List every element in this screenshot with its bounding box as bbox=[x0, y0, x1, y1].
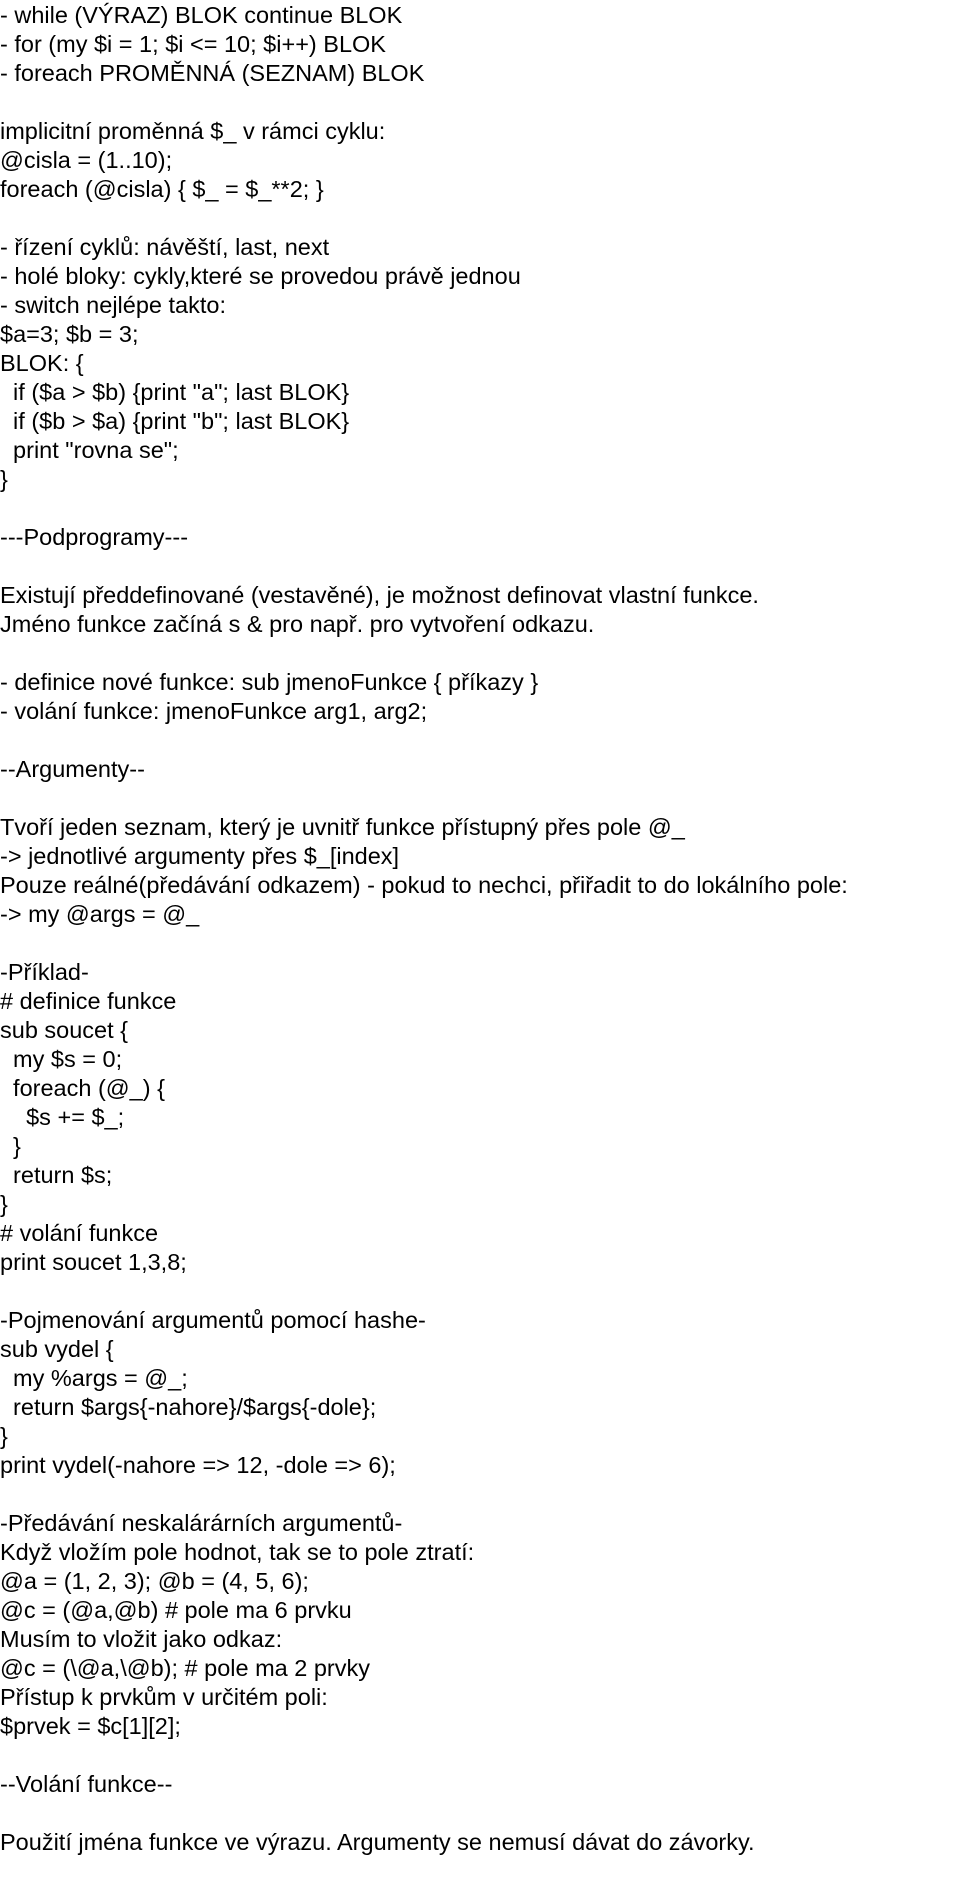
text-line: - for (my $i = 1; $i <= 10; $i++) BLOK bbox=[0, 31, 386, 57]
text-line: print vydel(-nahore => 12, -dole => 6); bbox=[0, 1452, 396, 1478]
text-line: ---Podprogramy--- bbox=[0, 524, 189, 550]
text-line: @cisla = (1..10); bbox=[0, 147, 173, 173]
text-line: - holé bloky: cykly,které se provedou právě jednou bbox=[0, 263, 521, 289]
text-line: BLOK: { bbox=[0, 350, 84, 376]
text-line: my $s = 0; bbox=[0, 1046, 123, 1072]
text-line: implicitní proměnná $_ v rámci cyklu: bbox=[0, 118, 386, 144]
text-line: return $s; bbox=[0, 1162, 113, 1188]
text-line: print "rovna se"; bbox=[0, 437, 179, 463]
text-line: Použití jména funkce ve výrazu. Argumenty se nemusí dávat do závorky. bbox=[0, 1829, 755, 1855]
text-line: --Argumenty-- bbox=[0, 756, 145, 782]
text-line: $a=3; $b = 3; bbox=[0, 321, 139, 347]
text-line: } bbox=[0, 1191, 8, 1217]
text-line: @c = (\@a,\@b); # pole ma 2 prvky bbox=[0, 1655, 371, 1681]
text-line: @a = (1, 2, 3); @b = (4, 5, 6); bbox=[0, 1568, 309, 1594]
text-line: Musím to vložit jako odkaz: bbox=[0, 1626, 283, 1652]
text-line: sub soucet { bbox=[0, 1017, 129, 1043]
text-line: - definice nové funkce: sub jmenoFunkce { příkazy } bbox=[0, 669, 539, 695]
text-line: -> jednotlivé argumenty přes $_[index] bbox=[0, 843, 400, 869]
text-line: foreach (@cisla) { $_ = $_**2; } bbox=[0, 176, 324, 202]
text-line: - while (VÝRAZ) BLOK continue BLOK bbox=[0, 2, 403, 28]
text-line: foreach (@_) { bbox=[0, 1075, 165, 1101]
text-line: Jméno funkce začíná s & pro např. pro vytvoření odkazu. bbox=[0, 611, 595, 637]
text-line: } bbox=[0, 466, 8, 492]
text-line: - řízení cyklů: návěští, last, next bbox=[0, 234, 330, 260]
text-line: if ($b > $a) {print "b"; last BLOK} bbox=[0, 408, 350, 434]
text-line: print soucet 1,3,8; bbox=[0, 1249, 187, 1275]
text-line: -> my @args = @_ bbox=[0, 901, 200, 927]
text-line: # definice funkce bbox=[0, 988, 177, 1014]
text-line: $prvek = $c[1][2]; bbox=[0, 1713, 181, 1739]
text-line: --Volání funkce-- bbox=[0, 1771, 173, 1797]
text-line: - volání funkce: jmenoFunkce arg1, arg2; bbox=[0, 698, 428, 724]
text-line: -Příklad- bbox=[0, 959, 89, 985]
text-line: $s += $_; bbox=[0, 1104, 125, 1130]
text-line: -Pojmenování argumentů pomocí hashe- bbox=[0, 1307, 426, 1333]
text-line: Když vložím pole hodnot, tak se to pole ztratí: bbox=[0, 1539, 475, 1565]
text-line: Existují předdefinované (vestavěné), je možnost definovat vlastní funkce. bbox=[0, 582, 759, 608]
text-line: - foreach PROMĚNNÁ (SEZNAM) BLOK bbox=[0, 60, 425, 86]
text-line: } bbox=[0, 1423, 8, 1449]
text-line: - switch nejlépe takto: bbox=[0, 292, 226, 318]
text-line: Pouze reálné(předávání odkazem) - pokud to nechci, přiřadit to do lokálního pole: bbox=[0, 872, 848, 898]
text-line: @c = (@a,@b) # pole ma 6 prvku bbox=[0, 1597, 352, 1623]
text-line: -Předávání neskalárárních argumentů- bbox=[0, 1510, 403, 1536]
text-line: Tvoří jeden seznam, který je uvnitř funkce přístupný přes pole @_ bbox=[0, 814, 685, 840]
text-line: # volání funkce bbox=[0, 1220, 159, 1246]
text-line: sub vydel { bbox=[0, 1336, 114, 1362]
text-line: return $args{-nahore}/$args{-dole}; bbox=[0, 1394, 377, 1420]
text-line: } bbox=[0, 1133, 21, 1159]
text-line: my %args = @_; bbox=[0, 1365, 188, 1391]
text-line: if ($a > $b) {print "a"; last BLOK} bbox=[0, 379, 350, 405]
text-line: Přístup k prvkům v určitém poli: bbox=[0, 1684, 328, 1710]
